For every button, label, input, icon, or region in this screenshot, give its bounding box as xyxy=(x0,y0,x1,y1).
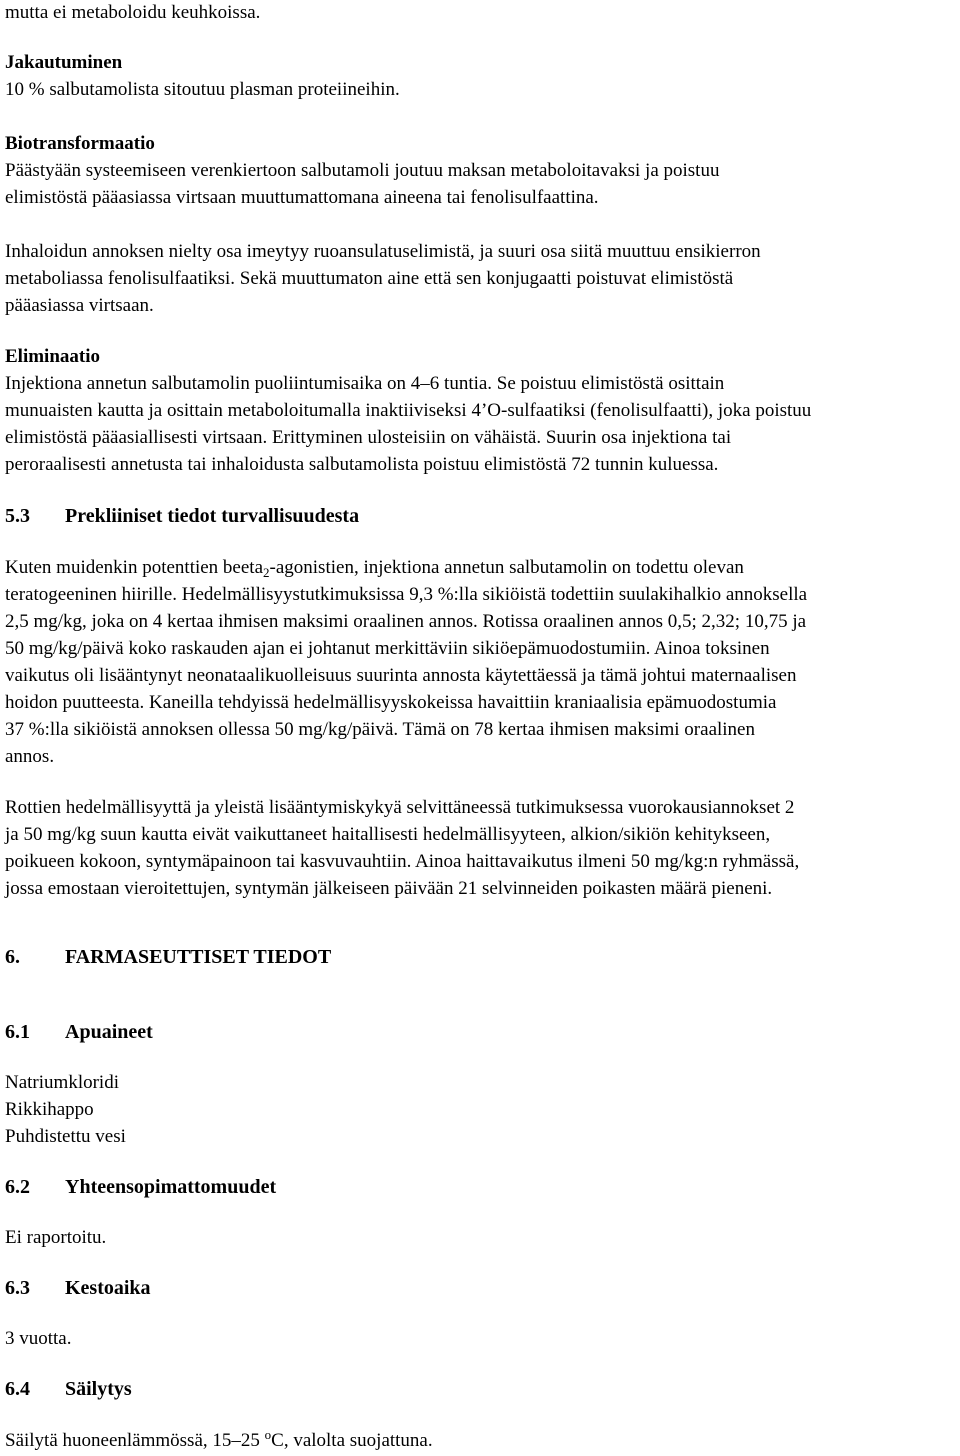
jakautuminen-text: 10 % salbutamolista sitoutuu plasman proteiineihin. xyxy=(5,79,400,100)
intro-text xyxy=(5,0,957,26)
paragraph-line: metaboliassa fenolisulfaatiksi. Sekä muuttumaton aine että sen konjugaatti poistuvat elimistöstä xyxy=(5,268,734,289)
section-6-2-text xyxy=(5,1224,957,1251)
eliminaatio-heading: Eliminaatio xyxy=(5,346,101,367)
jakautuminen-section xyxy=(5,49,957,103)
biotransformaatio-section xyxy=(5,130,957,211)
paragraph-line: munuaisten kautta ja osittain metaboloitumalla inaktiiviseksi 4’O-sulfaatiksi (fenolisulfaatti), joka poistuu xyxy=(5,400,812,421)
text-run: C, valolta suojattuna. xyxy=(271,1430,433,1451)
paragraph-line xyxy=(5,1427,957,1454)
paragraph-line: 3 vuotta. xyxy=(5,1328,72,1349)
section-6-3-text xyxy=(5,1325,957,1352)
section-number: 6. xyxy=(5,946,20,968)
paragraph-line: annos. xyxy=(5,746,55,767)
excipients-list xyxy=(5,1069,957,1150)
section-title: Prekliiniset tiedot turvallisuudesta xyxy=(65,505,360,527)
section-title: Yhteensopimattomuudet xyxy=(65,1176,277,1198)
subscript: 2 xyxy=(263,565,270,580)
list-item: Natriumkloridi xyxy=(5,1072,119,1093)
section-6-1-heading xyxy=(5,1019,957,1046)
section-title: Säilytys xyxy=(65,1378,132,1400)
section-number: 6.4 xyxy=(5,1378,30,1400)
section-number: 5.3 xyxy=(5,505,30,527)
section-number: 6.1 xyxy=(5,1021,30,1043)
section-title: Apuaineet xyxy=(65,1021,153,1043)
preclinical-paragraph-2 xyxy=(5,794,957,902)
section-6-2-heading xyxy=(5,1174,957,1201)
paragraph-line: elimistöstä pääasiassa virtsaan muuttumattomana aineena tai fenolisulfaattina. xyxy=(5,187,599,208)
eliminaatio-section xyxy=(5,343,957,478)
intro-line: mutta ei metaboloidu keuhkoissa. xyxy=(5,2,261,23)
jakautuminen-heading: Jakautuminen xyxy=(5,52,123,73)
section-number: 6.3 xyxy=(5,1277,30,1299)
section-6-4-text xyxy=(5,1427,957,1454)
text-run: -agonistien, injektiona annetun salbutamolin on todettu olevan xyxy=(269,557,744,578)
paragraph-line: 50 mg/kg/päivä koko raskauden ajan ei johtanut merkittäviin sikiöepämuodostumiin. Ainoa toksinen xyxy=(5,638,770,659)
paragraph-line: ja 50 mg/kg suun kautta eivät vaikuttaneet haitallisesti hedelmällisyyteen, alkion/sikiön kehitykseen, xyxy=(5,824,771,845)
section-title: FARMASEUTTISET TIEDOT xyxy=(65,946,332,968)
paragraph-line: Injektiona annetun salbutamolin puoliintumisaika on 4–6 tuntia. Se poistuu elimistöstä osittain xyxy=(5,373,725,394)
paragraph-line: Päästyään systeemiseen verenkiertoon salbutamoli joutuu maksan metaboloitavaksi ja poistuu xyxy=(5,160,720,181)
paragraph-line: 2,5 mg/kg, joka on 4 kertaa ihmisen maksimi oraalinen annos. Rotissa oraalinen annos 0,5; 2,32; 10,75 ja xyxy=(5,611,807,632)
paragraph-line: pääasiassa virtsaan. xyxy=(5,295,154,316)
paragraph-line xyxy=(5,554,957,581)
section-number: 6.2 xyxy=(5,1176,30,1198)
paragraph-line: elimistöstä pääasiallisesti virtsaan. Erittyminen ulosteisiin on vähäistä. Suurin osa injektiona tai xyxy=(5,427,732,448)
list-item: Rikkihappo xyxy=(5,1099,94,1120)
superscript: o xyxy=(264,1427,272,1442)
paragraph-line: 37 %:lla sikiöistä annoksen ollessa 50 mg/kg/päivä. Tämä on 78 kertaa ihmisen maksimi oraalinen xyxy=(5,719,755,740)
inhalation-paragraph xyxy=(5,238,957,319)
paragraph-line: Ei raportoitu. xyxy=(5,1227,107,1248)
paragraph-line: Rottien hedelmällisyyttä ja yleistä lisääntymiskykyä selvittäneessä tutkimuksessa vuorokausiannokset 2 xyxy=(5,797,795,818)
section-5-3-heading xyxy=(5,503,957,530)
biotransformaatio-heading: Biotransformaatio xyxy=(5,133,155,154)
paragraph-line: poikueen kokoon, syntymäpainoon tai kasvuvauhtiin. Ainoa haittavaikutus ilmeni 50 mg/kg:n ryhmässä, xyxy=(5,851,800,872)
section-title: Kestoaika xyxy=(65,1277,151,1299)
section-6-heading xyxy=(5,944,957,971)
paragraph-line: jossa emostaan vieroitettujen, syntymän jälkeiseen päivään 21 selvinneiden poikasten määrä pieneni. xyxy=(5,878,773,899)
paragraph-line: hoidon puutteesta. Kaneilla tehdyissä hedelmällisyyskokeissa havaittiin kraniaalisia epämuodostumia xyxy=(5,692,777,713)
paragraph-line: Inhaloidun annoksen nielty osa imeytyy ruoansulatuselimistä, ja suuri osa siitä muuttuu ensikierron xyxy=(5,241,761,262)
section-6-3-heading xyxy=(5,1275,957,1302)
section-6-4-heading xyxy=(5,1376,957,1403)
list-item: Puhdistettu vesi xyxy=(5,1126,126,1147)
paragraph-line: vaikutus oli lisääntynyt neonataalikuolleisuus suurinta annosta käytettäessä ja tämä johtui maternaalisen xyxy=(5,665,797,686)
preclinical-paragraph-1 xyxy=(5,554,957,770)
text-run: Kuten muidenkin potenttien beeta xyxy=(5,557,264,578)
paragraph-line: teratogeeninen hiirille. Hedelmällisyystutkimuksissa 9,3 %:lla sikiöistä todettiin suulakihalkio annoksella xyxy=(5,584,808,605)
text-run: Säilytä huoneenlämmössä, 15–25 xyxy=(5,1430,265,1451)
paragraph-line: peroraalisesti annetusta tai inhaloidusta salbutamolista poistuu elimistöstä 72 tunnin kuluessa. xyxy=(5,454,719,475)
